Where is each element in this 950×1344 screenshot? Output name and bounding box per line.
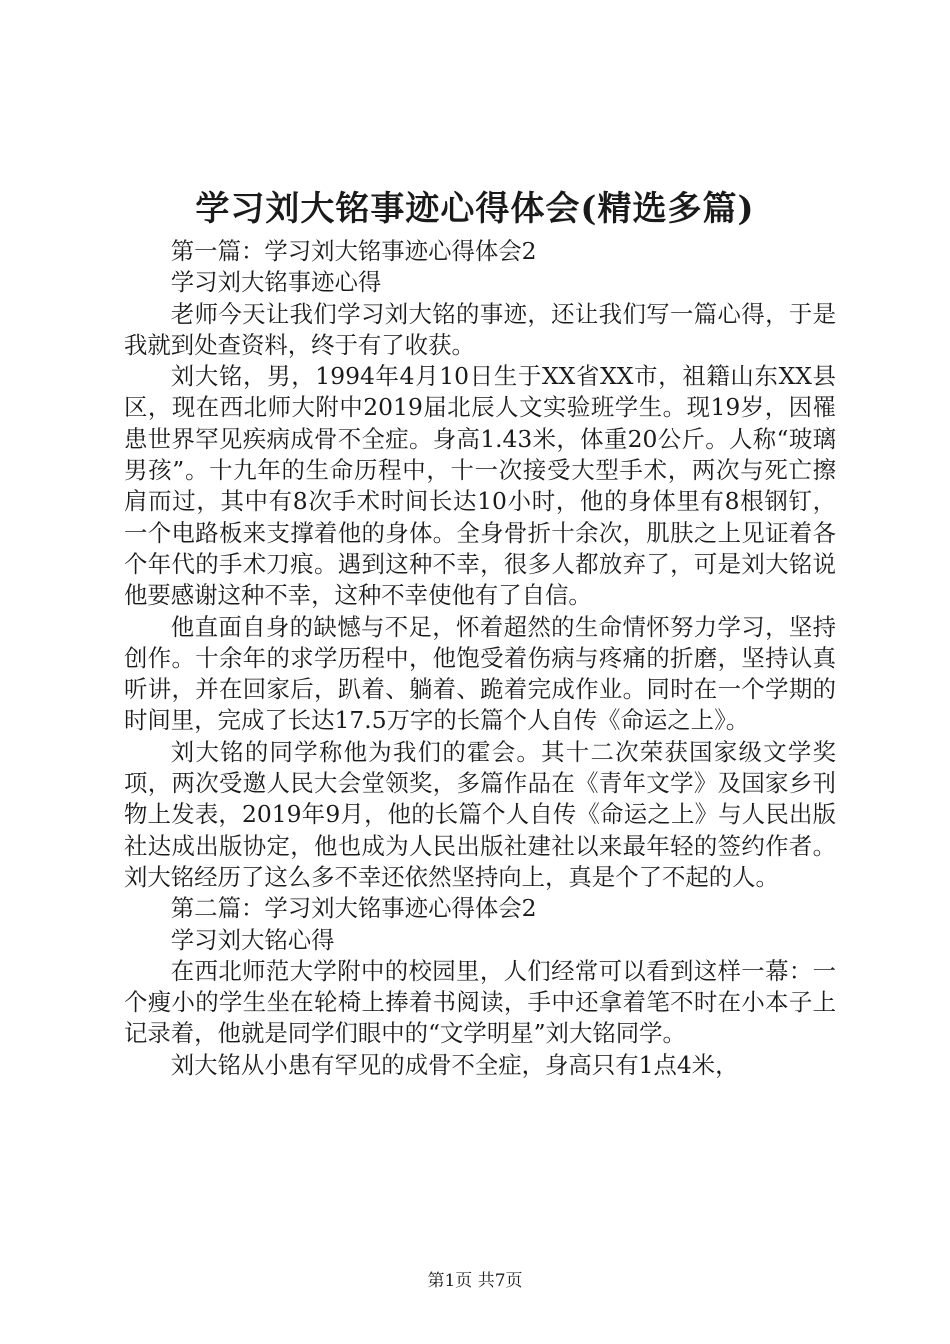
paragraph: 老师今天让我们学习刘大铭的事迹，还让我们写一篇心得，于是我就到处查资料，终于有了收获。	[124, 299, 836, 359]
paragraph: 在西北师范大学附中的校园里，人们经常可以看到这样一幕：一个瘦小的学生坐在轮椅上捧着书阅读，手中还拿着笔不时在小本子上记录着，他就是同学们眼中的“文学明星”刘大铭同学。	[124, 956, 836, 1048]
document-body	[124, 236, 836, 1081]
paragraph: 刘大铭的同学称他为我们的霍会。其十二次荣获国家级文学奖项，两次受邀人民大会堂领奖，多篇作品在《青年文学》及国家乡刊物上发表，2019年9月，他的长篇个人自传《命运之上》与人民出版社达成出版协定，他也成为人民出版社建社以来最年轻的签约作者。刘大铭经历了这么多不幸还依然坚持向上，真是个了不起的人。	[124, 737, 836, 891]
section-heading-1: 第一篇：学习刘大铭事迹心得体会2	[170, 237, 537, 265]
paragraph: 他直面自身的缺憾与不足，怀着超然的生命情怀努力学习，坚持创作。十余年的求学历程中，他饱受着伤病与疼痛的折磨，坚持认真听讲，并在回家后，趴着、躺着、跪着完成作业。同时在一个学期的时间里，完成了长达17.5万字的长篇个人自传《命运之上》。	[124, 612, 836, 735]
subheading-1: 学习刘大铭事迹心得	[170, 268, 382, 297]
page-number-footer: 第1页 共7页	[427, 1271, 523, 1291]
section-heading-2: 第二篇：学习刘大铭事迹心得体会2	[170, 894, 537, 923]
paragraph: 刘大铭从小患有罕见的成骨不全症，身高只有1点4米，	[170, 1050, 739, 1079]
paragraph: 刘大铭，男，1994年4月10日生于XX省XX市，祖籍山东XX县区，现在西北师大附中2019届北辰人文实验班学生。现19岁，因罹患世界罕见疾病成骨不全症。身高1.43米，体重20公斤。人称“玻璃男孩”。十九年的生命历程中，十一次接受大型手术，两次与死亡擦肩而过，其中有8次手术时间长达10小时，他的身体里有8根钢钉，一个电路板来支撑着他的身体。全身骨折十余次，肌肤之上见证着各个年代的手术刀痕。遇到这种不幸，很多人都放弃了，可是刘大铭说他要感谢这种不幸，这种不幸使他有了自信。	[124, 362, 836, 610]
subheading-2: 学习刘大铭心得	[170, 925, 335, 954]
document-title: 学习刘大铭事迹心得体会(精选多篇)	[195, 189, 755, 229]
